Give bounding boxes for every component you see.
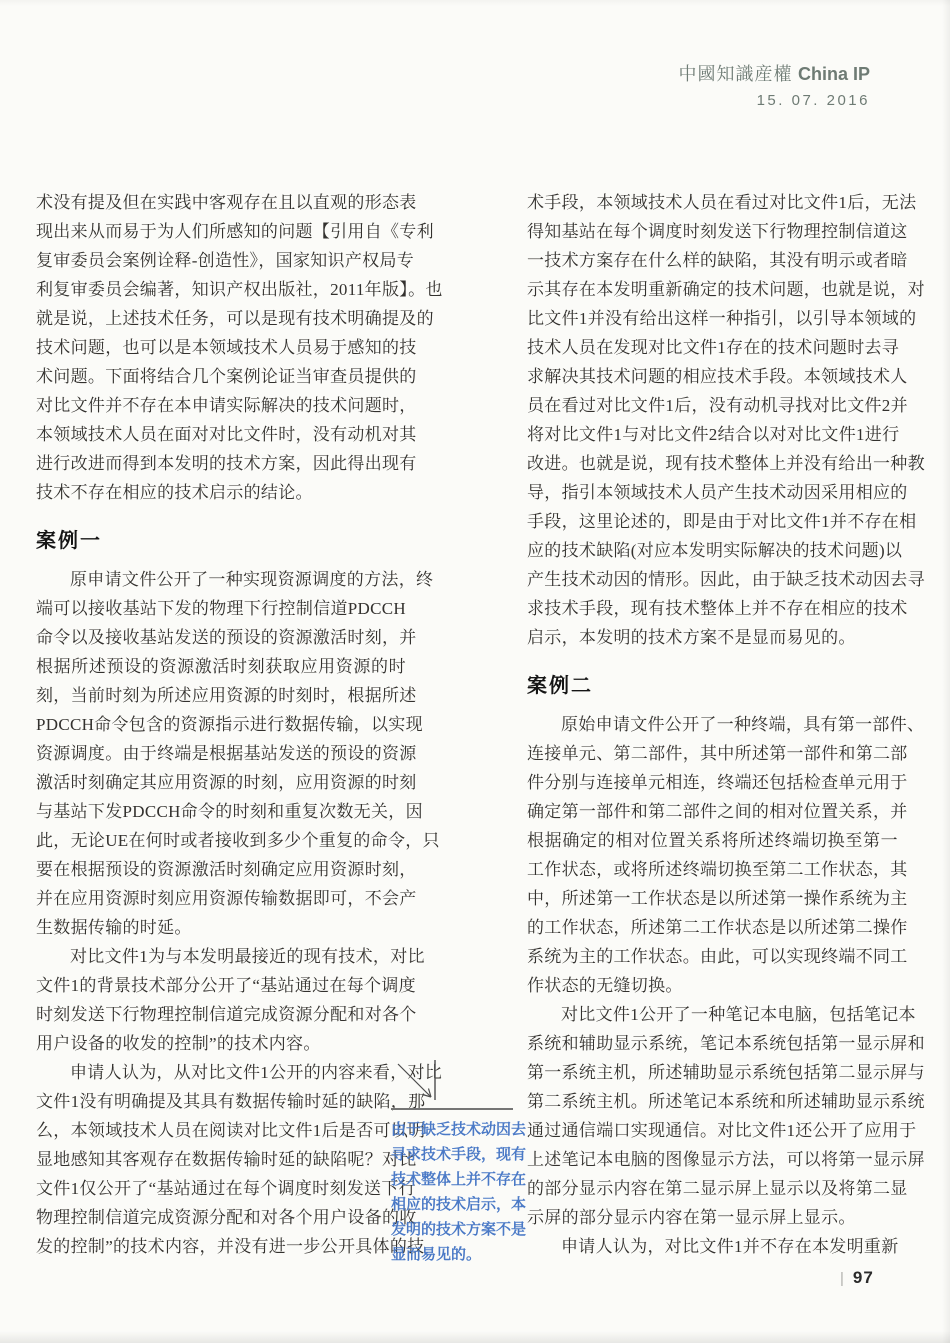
text-line: 本领域技术人员在面对对比文件时，没有动机对其 (36, 425, 417, 444)
text-line: 一技术方案存在什么样的缺陷，其没有明示或者暗 (527, 251, 908, 270)
issue-date: 15. 07. 2016 (756, 92, 870, 109)
text-line: 根据确定的相对位置关系将所述终端切换至第一 (527, 831, 898, 850)
text-line: 发的控制”的技术内容，并没有进一步公开具体的技 (36, 1237, 425, 1256)
paragraph (527, 710, 925, 1000)
case-heading: 案例一 (36, 530, 102, 552)
text-line: 文件1的背景技术部分公开了“基站通过在每个调度 (36, 976, 416, 995)
text-line: 申请人认为，从对比文件1公开的内容来看，对比 (70, 1063, 443, 1082)
text-line: 通过通信端口实现通信。对比文件1还公开了应用于 (527, 1121, 917, 1140)
pull-quote-line: 由于缺乏技术动因去 (391, 1121, 527, 1138)
paragraph (36, 188, 443, 507)
case-heading: 案例二 (527, 675, 593, 697)
page-number-divider: | (840, 1270, 844, 1287)
publication-title-cjk: 中國知識産權 (678, 64, 793, 84)
scan-edge (942, 0, 950, 1343)
text-line: 第一系统主机，所述辅助显示系统包括第二显示屏与 (527, 1063, 925, 1082)
text-line: 要在根据预设的资源激活时刻确定应用资源时刻， (36, 860, 417, 879)
text-line: 申请人认为，对比文件1并不存在本发明重新 (561, 1237, 899, 1256)
text-line: 显地感知其客观存在数据传输时延的缺陷呢？对比 (36, 1150, 417, 1169)
text-line: 员在看过对比文件1后，没有动机寻找对比文件2并 (527, 396, 908, 415)
text-line: 复审委员会案例诠释-创造性》，国家知识产权局专 (36, 251, 415, 270)
text-line: 命令以及接收基站发送的预设的资源激活时刻，并 (36, 628, 417, 647)
text-line: 作状态的无缝切换。 (527, 976, 683, 995)
text-line: 现出来从而易于为人们所感知的问题【引用自《专利 (36, 222, 434, 241)
page-header (678, 60, 870, 109)
text-line: 用户设备的收发的控制”的技术内容。 (36, 1034, 321, 1053)
pull-quote-line: 显而易见的。 (391, 1246, 482, 1263)
text-line: 系统和辅助显示系统，笔记本系统包括第一显示屏和 (527, 1034, 925, 1053)
text-line: 工作状态，或将所述终端切换至第二工作状态，其 (527, 860, 908, 879)
text-line: 文件1仅公开了“基站通过在每个调度时刻发送下行 (36, 1179, 416, 1198)
page-number: | 97 (840, 1268, 874, 1287)
text-line: 技术问题，也可以是本领域技术人员易于感知的技 (36, 338, 417, 357)
pull-quote-line: 相应的技术启示，本 (391, 1196, 527, 1213)
text-line: 的部分显示内容在第二显示屏上显示以及将第二显 (527, 1179, 908, 1198)
text-line: 的工作状态，所述第二工作状态是以所述第二操作 (527, 918, 908, 937)
text-line: 示屏的部分显示内容在第一显示屏上显示。 (527, 1208, 856, 1227)
text-line: 对比文件1公开了一种笔记本电脑，包括笔记本 (561, 1005, 916, 1024)
pull-quote-line: 寻求技术手段，现有 (391, 1146, 527, 1163)
text-line: 时刻发送下行物理控制信道完成资源分配和对各个 (36, 1005, 417, 1024)
text-line: 示其存在本发明重新确定的技术问题，也就是说，对 (527, 280, 925, 299)
text-line: 生数据传输的时延。 (36, 918, 192, 937)
text-line: 求技术手段，现有技术整体上并不存在相应的技术 (527, 599, 908, 618)
text-line: 技术不存在相应的技术启示的结论。 (36, 483, 313, 502)
text-line: 术问题。下面将结合几个案例论证当审查员提供的 (36, 367, 417, 386)
text-line: 求解决其技术问题的相应技术手段。本领域技术人 (527, 367, 908, 386)
text-line: 技术人员在发现对比文件1存在的技术问题时去寻 (527, 338, 900, 357)
text-line: 改进。也就是说，现有技术整体上并没有给出一种教 (527, 454, 925, 473)
pull-quote-rule (391, 1108, 513, 1110)
text-line: 此，无论UE在何时或者接收到多少个重复的命令，只 (36, 831, 440, 850)
text-line: 连接单元、第二部件，其中所述第一部件和第二部 (527, 744, 908, 763)
text-line: 刻，当前时刻为所述应用资源的时刻时，根据所述 (36, 686, 417, 705)
text-line: 对比文件并不存在本申请实际解决的技术问题时， (36, 396, 417, 415)
scan-edge (0, 1331, 950, 1343)
publication-title-latin: China IP (797, 64, 870, 84)
text-line: 物理控制信道完成资源分配和对各个用户设备的收 (36, 1208, 417, 1227)
text-line: 比文件1并没有给出这样一种指引，以引导本领域的 (527, 309, 917, 328)
paragraph (527, 188, 925, 652)
text-line: 上述笔记本电脑的图像显示方法，可以将第一显示屏 (527, 1150, 925, 1169)
corner-arrow-icon (391, 1058, 439, 1104)
text-line: 并在应用资源时刻应用资源传输数据即可，不会产 (36, 889, 417, 908)
text-line: 原申请文件公开了一种实现资源调度的方法，终 (70, 570, 434, 589)
text-line: 术手段，本领域技术人员在看过对比文件1后，无法 (527, 193, 917, 212)
pull-quote-line: 发明的技术方案不是 (391, 1221, 527, 1238)
text-line: 进行改进而得到本发明的技术方案，因此得出现有 (36, 454, 417, 473)
text-line: PDCCH命令包含的资源指示进行数据传输，以实现 (36, 715, 423, 734)
pull-quote (391, 1058, 527, 1267)
text-line: 产生技术动因的情形。因此，由于缺乏技术动因去寻 (527, 570, 925, 589)
paragraph (36, 942, 425, 1058)
text-line: 根据所述预设的资源激活时刻获取应用资源的时 (36, 657, 406, 676)
text-line: 端可以接收基站下发的物理下行控制信道PDCCH (36, 599, 406, 618)
text-line: 文件1没有明确提及其具有数据传输时延的缺陷，那 (36, 1092, 426, 1111)
text-line: 资源调度。由于终端是根据基站发送的预设的资源 (36, 744, 417, 763)
text-line: 得知基站在每个调度时刻发送下行物理控制信道这 (527, 222, 908, 241)
text-line: 激活时刻确定其应用资源的时刻，应用资源的时刻 (36, 773, 417, 792)
pull-quote-text (391, 1117, 527, 1267)
text-line: 件分别与连接单元相连，终端还包括检查单元用于 (527, 773, 908, 792)
text-line: 利复审委员会编著，知识产权出版社，2011年版】。也 (36, 280, 443, 299)
text-line: 启示，本发明的技术方案不是显而易见的。 (527, 628, 856, 647)
text-line: 对比文件1为与本发明最接近的现有技术，对比 (70, 947, 425, 966)
text-line: 确定第一部件和第二部件之间的相对位置关系，并 (527, 802, 908, 821)
text-line: 系统为主的工作状态。由此，可以实现终端不同工 (527, 947, 908, 966)
pull-quote-line: 技术整体上并不存在 (391, 1171, 527, 1188)
paragraph (527, 1232, 898, 1261)
text-line: 手段，这里论述的，即是由于对比文件1并不存在相 (527, 512, 917, 531)
right-column (527, 188, 925, 1261)
text-line: 么，本领域技术人员在阅读对比文件1后是否可以明 (36, 1121, 426, 1140)
text-line: 中，所述第一工作状态是以所述第一操作系统为主 (527, 889, 908, 908)
text-line: 原始申请文件公开了一种终端，具有第一部件、 (561, 715, 925, 734)
text-line: 就是说，上述技术任务，可以是现有技术明确提及的 (36, 309, 434, 328)
text-line: 第二系统主机。所述笔记本系统和所述辅助显示系统 (527, 1092, 925, 1111)
paragraph (527, 1000, 925, 1232)
paragraph (36, 565, 440, 942)
publication-title (678, 60, 870, 86)
text-line: 应的技术缺陷(对应本发明实际解决的技术问题)以 (527, 541, 903, 560)
scan-edge (0, 0, 950, 6)
text-line: 术没有提及但在实践中客观存在且以直观的形态表 (36, 193, 417, 212)
text-line: 导，指引本领域技术人员产生技术动因采用相应的 (527, 483, 908, 502)
text-line: 与基站下发PDCCH命令的时刻和重复次数无关，因 (36, 802, 423, 821)
text-line: 将对比文件1与对比文件2结合以对对比文件1进行 (527, 425, 900, 444)
